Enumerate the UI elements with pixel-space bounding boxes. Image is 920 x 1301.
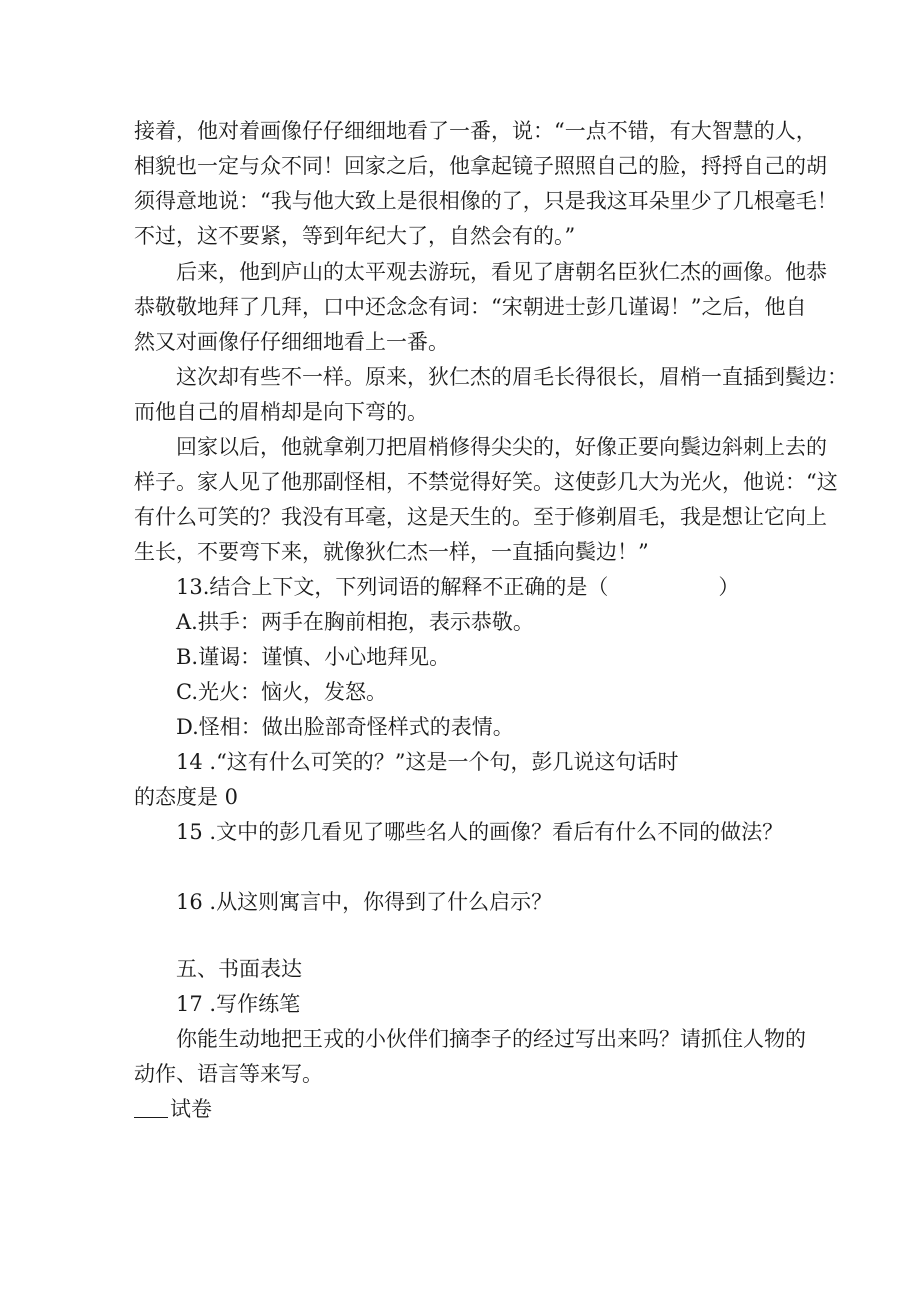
question-16: 16 .从这则寓言中，你得到了什么启示？ [176, 890, 553, 914]
paragraph-2-line-3: 然又对画像仔仔细细地看上一番。 [134, 330, 449, 354]
question-14-line-2: 的态度是 0 [134, 785, 239, 809]
footer-underline [134, 1095, 168, 1118]
section-5-heading: 五、书面表达 [176, 957, 302, 981]
question-17-prompt-line-2: 动作、语言等来写。 [134, 1062, 323, 1086]
paragraph-1-line-3: 须得意地说：“我与他大致上是很相像的了，只是我这耳朵里少了几根毫毛！ [134, 189, 838, 213]
question-13-option-b: B.谨谒：谨慎、小心地拜见。 [176, 645, 451, 669]
question-13-option-d: D.怪相：做出脸部奇怪样式的表情。 [176, 715, 514, 739]
question-13-option-c: C.光火：恼火，发怒。 [176, 680, 387, 704]
footer-text: 试卷 [170, 1097, 212, 1121]
paragraph-3-line-1: 这次却有些不一样。原来，狄仁杰的眉毛长得很长，眉梢一直插到鬓边： [176, 365, 848, 389]
paragraph-2-line-2: 恭敬敬地拜了几拜，口中还念念有词：“宋朝进士彭几谨谒！”之后，他自 [134, 295, 807, 319]
paragraph-4-line-3: 有什么可笑的？我没有耳毫，这是天生的。至于修剃眉毛，我是想让它向上 [134, 505, 827, 529]
question-13-option-a: A.拱手：两手在胸前相抱，表示恭敬。 [176, 610, 534, 634]
paragraph-4-line-2: 样子。家人见了他那副怪相，不禁觉得好笑。这使彭几大为光火，他说：“这 [134, 470, 838, 494]
question-13-stem [0, 572, 920, 602]
paragraph-2-line-1: 后来，他到庐山的太平观去游玩，看见了唐朝名臣狄仁杰的画像。他恭 [176, 260, 827, 284]
paragraph-3-line-2: 而他自己的眉梢却是向下弯的。 [134, 400, 428, 424]
paragraph-1-line-4: 不过，这不要紧，等到年纪大了，自然会有的。” [134, 224, 576, 248]
footer-line [0, 1094, 920, 1124]
paragraph-1-line-1: 接着，他对着画像仔仔细细地看了一番，说：“一点不错，有大智慧的人， [134, 119, 817, 143]
question-13-text: 13.结合上下文，下列词语的解释不正确的是（ [176, 575, 609, 599]
question-17-prompt-line-1: 你能生动地把王戎的小伙伴们摘李子的经过写出来吗？请抓住人物的 [176, 1027, 806, 1051]
question-13-close: ） [718, 575, 740, 599]
question-14-line-1: 14 .“这有什么可笑的？”这是一个句，彭几说这句话时 [176, 750, 679, 774]
paragraph-4-line-1: 回家以后，他就拿剃刀把眉梢修得尖尖的，好像正要向鬓边斜刺上去的 [176, 435, 827, 459]
question-17-title: 17 .写作练笔 [176, 992, 301, 1016]
paragraph-4-line-4: 生长，不要弯下来，就像狄仁杰一样，一直插向鬓边！” [134, 540, 649, 564]
paragraph-1-line-2: 相貌也一定与众不同！回家之后，他拿起镜子照照自己的脸，捋捋自己的胡 [134, 154, 827, 178]
question-15: 15 .文中的彭几看见了哪些名人的画像？看后有什么不同的做法？ [176, 820, 784, 844]
